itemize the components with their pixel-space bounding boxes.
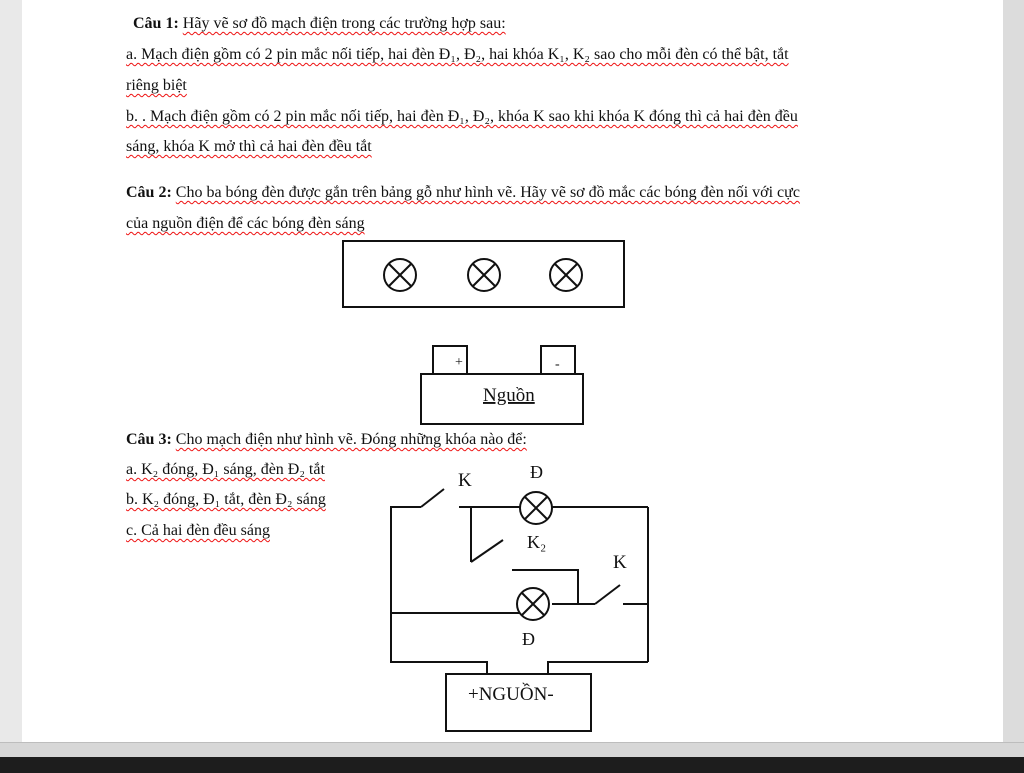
q3-lamp-bottom-icon (517, 588, 549, 620)
q1-a-line2: riêng biệt (126, 77, 187, 94)
q3-switch-k-top-icon (421, 489, 444, 507)
q3-option-b: b. K₂ đóng, Đ₁ tắt, đèn Đ₂ sáng (126, 491, 326, 508)
bottom-bar (0, 757, 1024, 773)
q2-lamp-2-icon (468, 259, 500, 291)
q3-option-c: c. Cả hai đèn đều sáng (126, 522, 270, 539)
q2-plus-label: + (455, 355, 463, 370)
q3-switch-k-right-icon (595, 585, 620, 604)
q3-label-k-top: K (458, 470, 472, 491)
q3-switch-k2-icon (471, 540, 503, 562)
q3-option-a: a. K₂ đóng, Đ₁ sáng, đèn Đ₂ tắt (126, 461, 325, 478)
q3-label-k2: K₂ (527, 532, 547, 552)
q2-source-label: Nguồn (483, 385, 535, 406)
q1-a-line1: a. Mạch điện gồm có 2 pin mắc nối tiếp, hai đèn Đ₁, Đ₂, hai khóa K₁, K₂ sao cho mỗi đèn có thể bật, tắt (126, 46, 789, 63)
q1-b-line2: sáng, khóa K mở thì cả hai đèn đều tắt (126, 138, 372, 155)
q3-label-d-top: Đ (530, 462, 543, 482)
q2-label: Câu 2: (126, 184, 172, 201)
q3-label: Câu 3: (126, 431, 172, 448)
q3-lamp-top-icon (520, 492, 552, 524)
q1-b-line1: b. . Mạch điện gồm có 2 pin mắc nối tiếp, hai đèn Đ₁, Đ₂, khóa K sao khi khóa K đóng thì cả hai đèn đều (126, 108, 798, 125)
q2-minus-label: - (555, 357, 560, 372)
q2-lamp-1-icon (384, 259, 416, 291)
q1-label: Câu 1: (133, 15, 179, 32)
q2-heading: Câu 2: Cho ba bóng đèn được gắn trên bảng gỗ như hình vẽ. Hãy vẽ sơ đồ mắc các bóng đèn nối với cực (126, 184, 800, 201)
q2-lamp-3-icon (550, 259, 582, 291)
q3-label-k-right: K (613, 552, 627, 573)
q3-wires (391, 507, 648, 674)
q3-source-label: +NGUỒN- (468, 684, 554, 705)
status-strip (0, 742, 1024, 757)
q3-label-d-bottom: Đ (522, 629, 535, 649)
q3-heading: Câu 3: Cho mạch điện như hình vẽ. Đóng những khóa nào để: (126, 431, 527, 448)
q1-text: Hãy vẽ sơ đồ mạch điện trong các trường hợp sau: (182, 15, 506, 32)
q2-text-line2: của nguồn điện để các bóng đèn sáng (126, 215, 365, 232)
